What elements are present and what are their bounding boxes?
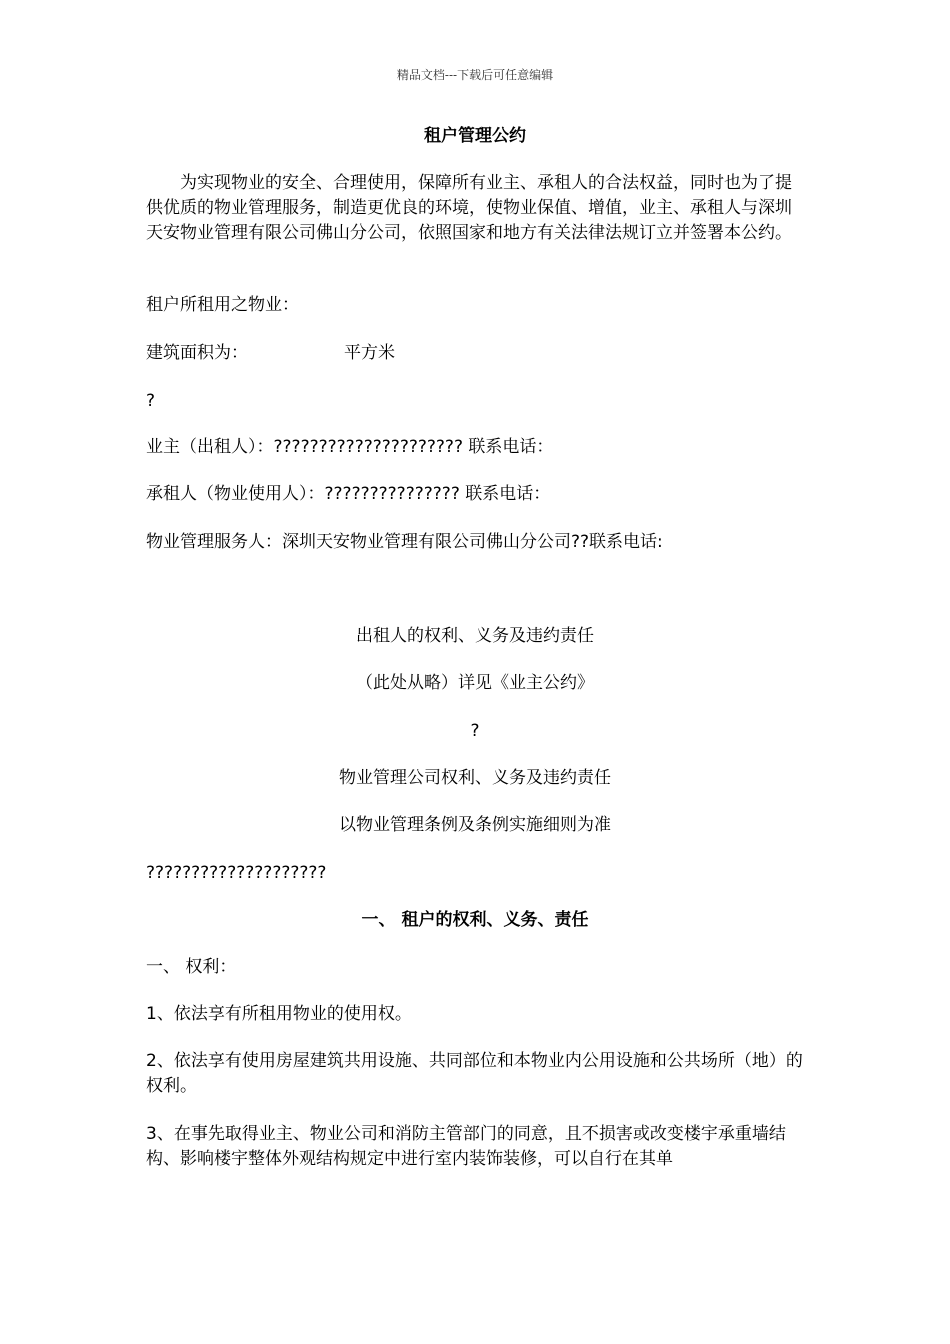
rights-item-1: 1、依法享有所租用物业的使用权。 [146, 1004, 412, 1024]
lessor-heading: 出租人的权利、义务及违约责任 [356, 626, 594, 646]
intro-paragraph: 为实现物业的安全、合理使用，保障所有业主、承租人的合法权益，同时也为了提供优质的物业管理服务，制造更优良的环境，使物业保值、增值，业主、承租人与深圳天安物业管理有限公司佛山分公司，依照国家和地方有关法律法规订立并签署本公约。 [146, 173, 792, 243]
tenant-line: 承租人（物业使用人）：??????????????? 联系电话： [146, 484, 551, 504]
document-title: 租户管理公约 [424, 126, 526, 146]
manager-line: 物业管理服务人：深圳天安物业管理有限公司佛山分公司??联系电话: [146, 532, 663, 552]
rights-item-2: 2、依法享有使用房屋建筑共用设施、共同部位和本物业内公用设施和公共场所（地）的权利。 [146, 1051, 803, 1096]
rights-heading: 一、 权利： [146, 957, 237, 977]
question-mark-row: ???????????????????? [146, 863, 327, 883]
section1-heading: 一、 租户的权利、义务、责任 [361, 910, 589, 930]
area-line [146, 341, 816, 366]
company-heading: 物业管理公司权利、义务及违约责任 [339, 768, 611, 788]
question-mark-1: ? [146, 391, 156, 411]
rights-item-3: 3、在事先取得业主、物业公司和消防主管部门的同意，且不损害或改变楼宇承重墙结构、影响楼宇整体外观结构规定中进行室内装饰装修，可以自行在其单 [146, 1124, 786, 1169]
property-label: 租户所租用之物业： [146, 295, 299, 315]
area-label: 建筑面积为： [146, 343, 248, 363]
question-mark-2: ? [470, 721, 480, 741]
page-header: 精品文档---下载后可任意编辑 [396, 68, 554, 82]
area-unit: 平方米 [344, 343, 395, 363]
company-note: 以物业管理条例及条例实施细则为准 [339, 815, 611, 835]
owner-line: 业主（出租人）：????????????????????? 联系电话： [146, 437, 554, 457]
lessor-note: （此处从略）详见《业主公约》 [356, 673, 594, 693]
